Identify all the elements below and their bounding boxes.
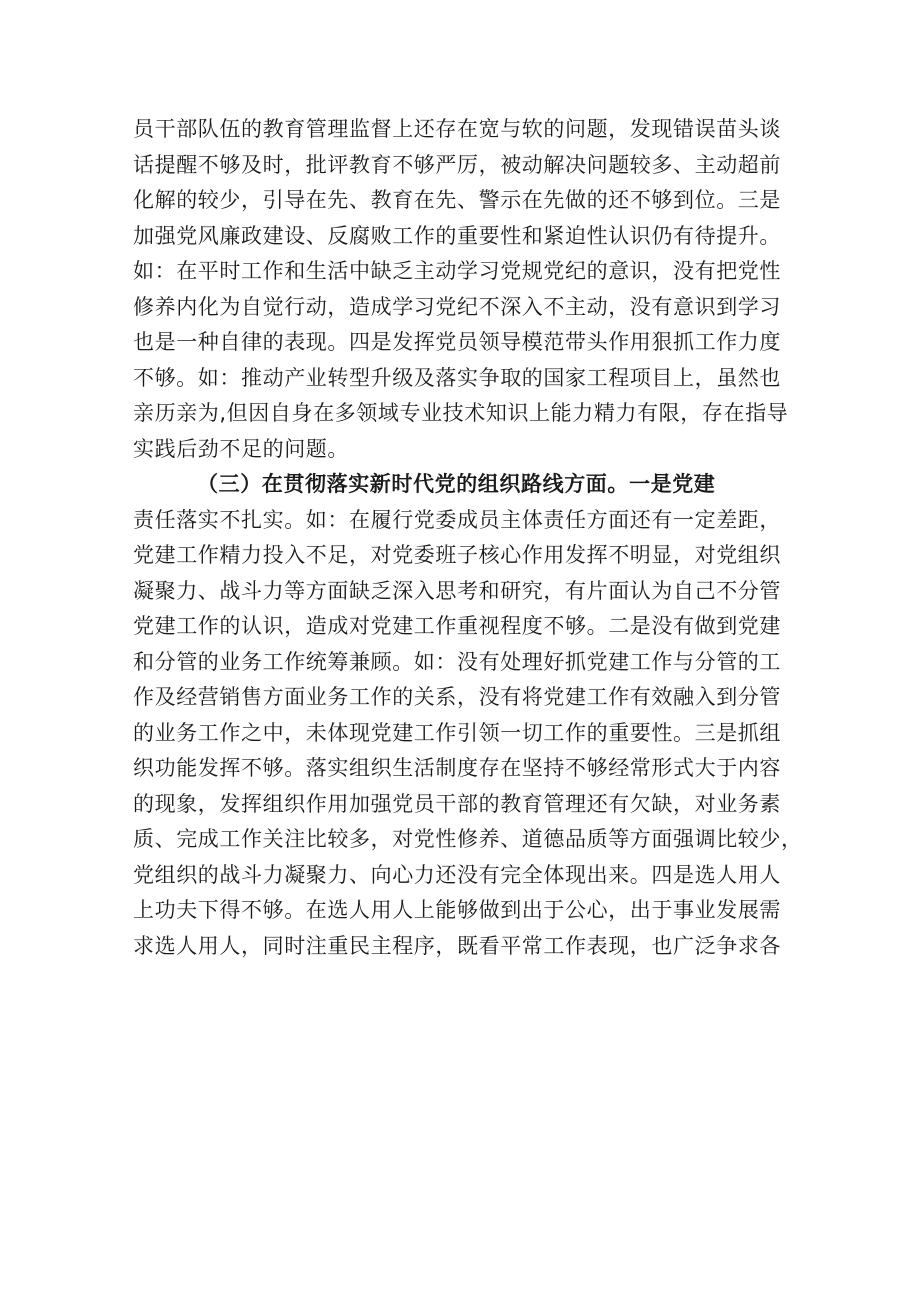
- text-line: 亲历亲为,但因自身在多领域专业技术知识上能力精力有限，存在指导: [133, 401, 789, 425]
- text-line: 加强党风廉政建设、反腐败工作的重要性和紧迫性认识仍有待提升。: [133, 223, 781, 248]
- section-heading: （三）在贯彻落实新时代党的组织路线方面。一是党建: [197, 472, 716, 496]
- text-line: 织功能发挥不够。落实组织生活制度存在坚持不够经常形式大于内容: [133, 756, 781, 780]
- text-line: 责任落实不扎实。如：在履行党委成员主体责任方面还有一定差距，: [133, 507, 781, 532]
- text-line: 实践后劲不足的问题。: [133, 436, 349, 461]
- text-line: 作及经营销售方面业务工作的关系，没有将党建工作有效融入到分管: [133, 685, 781, 709]
- text-line: 不够。如：推动产业转型升级及落实争取的国家工程项目上，虽然也: [133, 365, 781, 390]
- text-line: 员干部队伍的教育管理监督上还存在宽与软的问题，发现错误苗头谈: [133, 117, 781, 141]
- text-line: 质、完成工作关注比较多，对党性修养、道德品质等方面强调比较少，: [133, 827, 803, 851]
- text-line: 化解的较少，引导在先、教育在先、警示在先做的还不够到位。三是: [133, 188, 781, 212]
- text-line: 党建工作精力投入不足，对党委班子核心作用发挥不明显，对党组织: [133, 543, 781, 567]
- text-line: 也是一种自律的表现。四是发挥党员领导模范带头作用狠抓工作力度: [133, 330, 781, 354]
- text-line: 如：在平时工作和生活中缺乏主动学习党规党纪的意识，没有把党性: [133, 259, 781, 283]
- text-line: 党组织的战斗力凝聚力、向心力还没有完全体现出来。四是选人用人: [133, 862, 781, 887]
- text-line: 修养内化为自觉行动，造成学习党纪不深入不主动，没有意识到学习: [133, 294, 781, 319]
- text-line: 和分管的业务工作统筹兼顾。如：没有处理好抓党建工作与分管的工: [133, 649, 781, 674]
- text-line: 的现象，发挥组织作用加强党员干部的教育管理还有欠缺，对业务素: [133, 791, 781, 816]
- text-line: 上功夫下得不够。在选人用人上能够做到出于公心，出于事业发展需: [133, 898, 781, 922]
- text-line: 求选人用人，同时注重民主程序，既看平常工作表现，也广泛争求各: [133, 933, 781, 958]
- text-line: 的业务工作之中，未体现党建工作引领一切工作的重要性。三是抓组: [133, 720, 781, 745]
- text-line: 党建工作的认识，造成对党建工作重视程度不够。二是没有做到党建: [133, 614, 781, 638]
- text-line: 凝聚力、战斗力等方面缺乏深入思考和研究，有片面认为自己不分管: [133, 578, 781, 603]
- text-line: 话提醒不够及时，批评教育不够严厉，被动解决问题较多、主动超前: [133, 152, 781, 177]
- document-body: [133, 112, 803, 964]
